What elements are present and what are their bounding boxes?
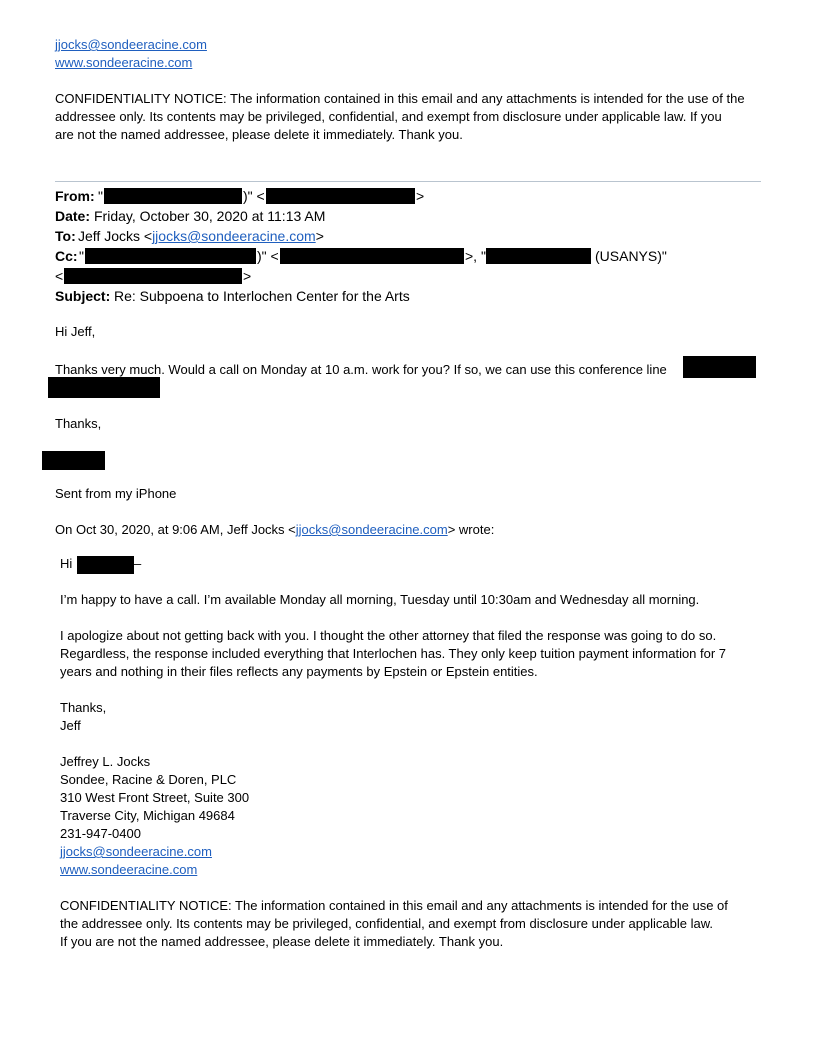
closing: Thanks, (55, 416, 102, 431)
body-text: Thanks very much. Would a call on Monday at 10 a.m. work for you? If so, we can use this conference line (55, 362, 667, 377)
redaction-box (104, 188, 242, 204)
notice-line: CONFIDENTIALITY NOTICE: The information contained in this email and any attachments is intended for the use of (60, 898, 728, 913)
cc-bracket-open: < (55, 268, 64, 284)
to-label: To: (55, 228, 76, 244)
quoted-paragraph-line: years and nothing in their files reflects any payments by Epstein or Epstein entities. (60, 664, 538, 679)
sent-from: Sent from my iPhone (55, 486, 177, 501)
to-email-link[interactable]: jjocks@sondeeracine.com (152, 228, 316, 244)
quote-intro (55, 521, 494, 539)
from-quote-open: " (98, 188, 103, 204)
date-value: Friday, October 30, 2020 at 11:13 AM (94, 208, 326, 224)
signature-city: Traverse City, Michigan 49684 (60, 808, 235, 823)
quote-email-link[interactable]: jjocks@sondeeracine.com (295, 522, 448, 537)
signature-email-link[interactable]: jjocks@sondeeracine.com (60, 844, 212, 859)
quoted-greeting: Hi (60, 556, 73, 571)
quoted-dash: – (134, 556, 142, 571)
from-bracket-close: > (416, 188, 425, 204)
quoted-closing: Thanks, (60, 700, 107, 715)
redaction-box (85, 248, 256, 264)
cc-separator: >, " (465, 248, 486, 264)
cc-label: Cc: (55, 248, 78, 264)
to-recipient (78, 226, 324, 246)
website-link[interactable]: www.sondeeracine.com (55, 55, 193, 70)
quote-intro-text: On Oct 30, 2020, at 9:06 AM, Jeff Jocks < (55, 522, 296, 537)
to-name: Jeff Jocks < (78, 228, 153, 244)
quoted-paragraph-line: I apologize about not getting back with you. I thought the other attorney that filed the response was going to do so. (60, 628, 717, 643)
redaction-box (683, 356, 756, 378)
notice-line: the addressee only. Its contents may be privileged, confidential, and exempt from disclosure under applicable law. (60, 916, 714, 931)
redaction-box (48, 377, 160, 398)
signature-website-link[interactable]: www.sondeeracine.com (60, 862, 198, 877)
quoted-sender-name: Jeff (60, 718, 81, 733)
notice-line: If you are not the named addressee, please delete it immediately. Thank you. (60, 934, 504, 949)
notice-line: are not the named addressee, please delete it immediately. Thank you. (55, 127, 463, 142)
redaction-box (77, 556, 134, 574)
cc-org: (USANYS)" (595, 248, 667, 264)
date-label: Date: (55, 208, 91, 224)
from-label: From: (55, 188, 95, 204)
cc-quote-close: )" < (257, 248, 279, 264)
cc-quote-open: " (79, 248, 84, 264)
subject-label: Subject: (55, 288, 111, 304)
notice-line: CONFIDENTIALITY NOTICE: The information contained in this email and any attachments is intended for the use of the (55, 91, 745, 106)
signature-firm: Sondee, Racine & Doren, PLC (60, 772, 237, 787)
cc-bracket-close: > (243, 268, 252, 284)
signature-address: 310 West Front Street, Suite 300 (60, 790, 250, 805)
redaction-box (42, 451, 105, 470)
redaction-box (280, 248, 464, 264)
signature-phone: 231-947-0400 (60, 826, 141, 841)
quoted-paragraph-line: Regardless, the response included everything that Interlochen has. They only keep tuition payment information for 7 (60, 646, 727, 661)
redaction-box (486, 248, 591, 264)
redaction-box (64, 268, 242, 284)
notice-line: addressee only. Its contents may be privileged, confidential, and exempt from disclosure under applicable law. If you (55, 109, 722, 124)
redaction-box (266, 188, 415, 204)
divider (55, 181, 761, 182)
email-link[interactable]: jjocks@sondeeracine.com (55, 37, 207, 52)
subject-value: Re: Subpoena to Interlochen Center for the Arts (114, 288, 410, 304)
signature-name: Jeffrey L. Jocks (60, 754, 151, 769)
greeting: Hi Jeff, (55, 324, 96, 339)
from-quote-close: )" < (243, 188, 265, 204)
quoted-paragraph: I’m happy to have a call. I’m available Monday all morning, Tuesday until 10:30am and Wednesday all morning. (60, 592, 700, 607)
to-bracket: > (315, 228, 324, 244)
quote-intro-end: > wrote: (447, 522, 495, 537)
